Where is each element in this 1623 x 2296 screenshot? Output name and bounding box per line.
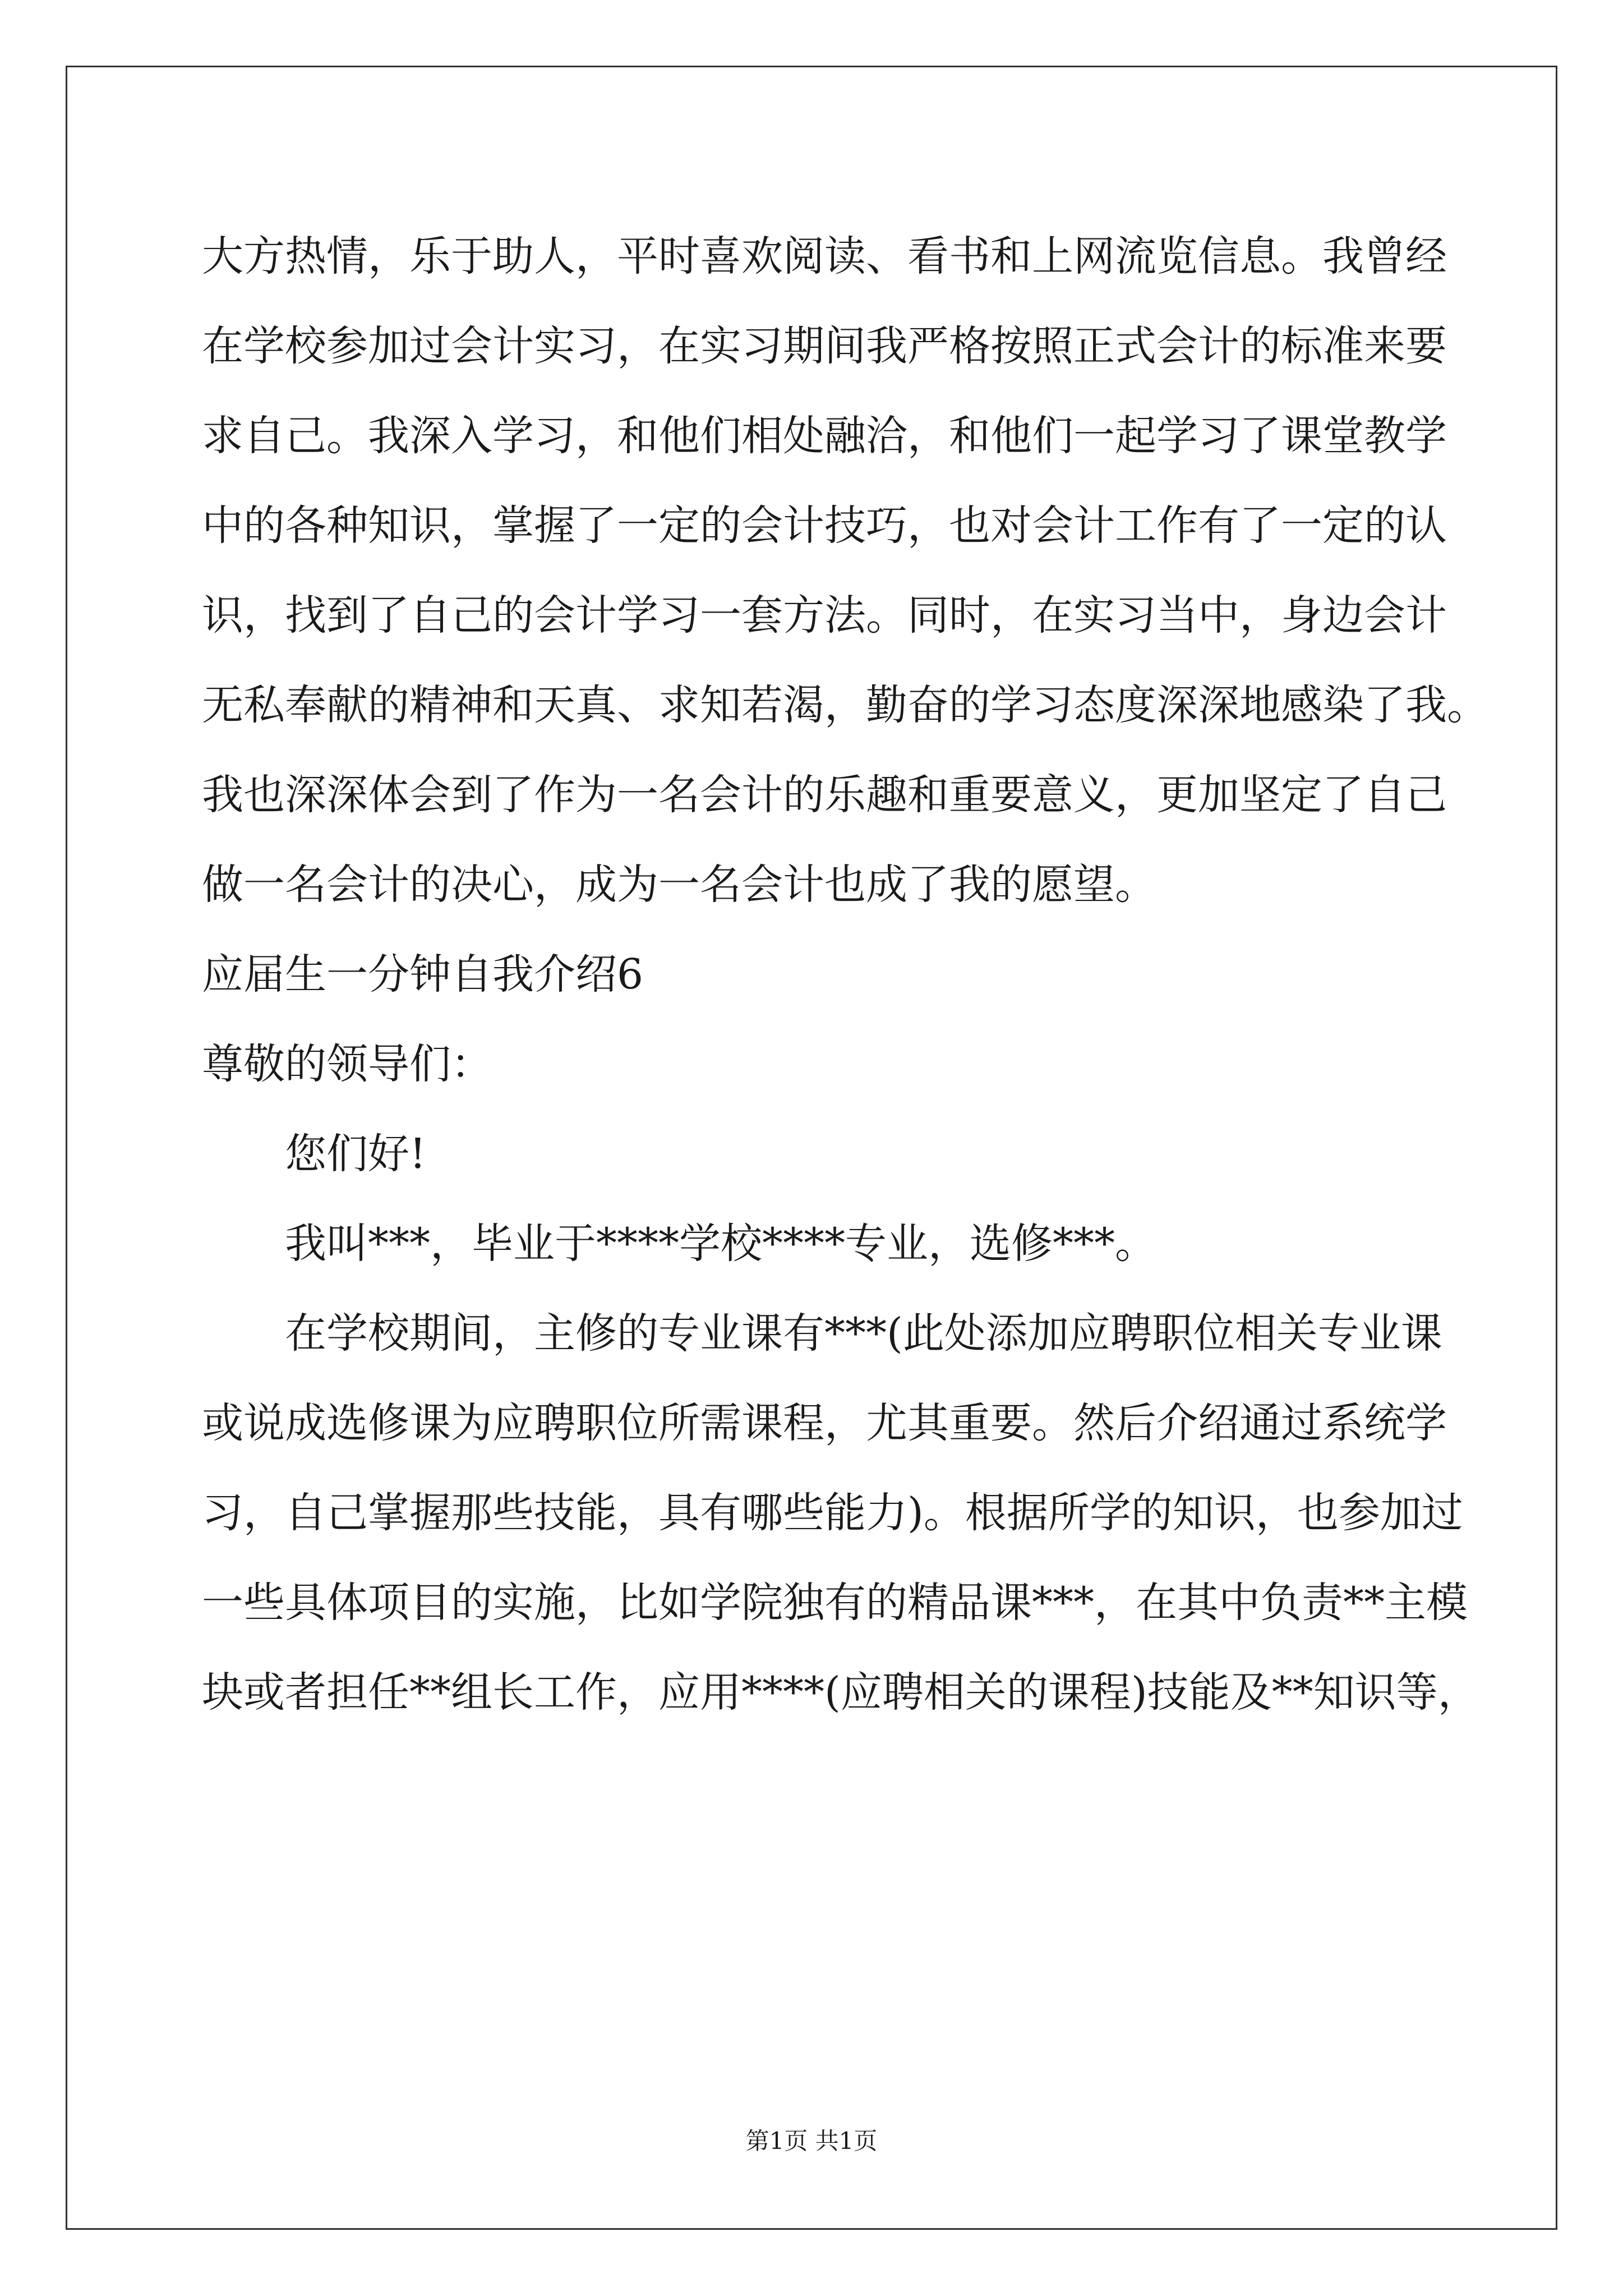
paragraph-line: 块或者担任**组长工作，应用****(应聘相关的课程)技能及**知识等， xyxy=(202,1668,1479,1717)
paragraph-line: 或说成选修课为应聘职位所需课程，尤其重要。然后介绍通过系统学 xyxy=(202,1399,1447,1447)
salutation: 尊敬的领导们： xyxy=(202,1040,492,1088)
section-heading: 应届生一分钟自我介绍6 xyxy=(202,950,644,999)
paragraph-line: 大方热情，乐于助人，平时喜欢阅读、看书和上网流览信息。我曾经 xyxy=(202,232,1447,280)
paragraph-line: 求自己。我深入学习，和他们相处融洽，和他们一起学习了课堂教学 xyxy=(202,412,1447,460)
paragraph-line: 中的各种知识，掌握了一定的会计技巧，也对会计工作有了一定的认 xyxy=(202,501,1447,550)
page-footer: 第1页 共1页 xyxy=(745,2127,878,2155)
paragraph-line: 习，自己掌握那些技能，具有哪些能力)。根据所学的知识，也参加过 xyxy=(202,1489,1463,1537)
paragraph-line: 我叫***，毕业于****学校****专业，选修***。 xyxy=(285,1220,1156,1268)
paragraph-line: 一些具体项目的实施，比如学院独有的精品课***，在其中负责**主模 xyxy=(202,1579,1468,1627)
paragraph-line: 我也深深体会到了作为一名会计的乐趣和重要意义，更加坚定了自己 xyxy=(202,771,1447,819)
paragraph-line: 在学校参加过会计实习，在实习期间我严格按照正式会计的标准来要 xyxy=(202,322,1447,370)
paragraph-line: 在学校期间，主修的专业课有***(此处添加应聘职位相关专业课 xyxy=(285,1309,1442,1358)
paragraph-line: 识，找到了自己的会计学习一套方法。同时，在实习当中，身边会计 xyxy=(202,591,1447,639)
paragraph-line: 做一名会计的决心，成为一名会计也成了我的愿望。 xyxy=(202,861,1156,909)
paragraph-line: 无私奉献的精神和天真、求知若渴，勤奋的学习态度深深地感染了我。 xyxy=(202,681,1488,729)
greeting: 您们好! xyxy=(285,1130,426,1178)
